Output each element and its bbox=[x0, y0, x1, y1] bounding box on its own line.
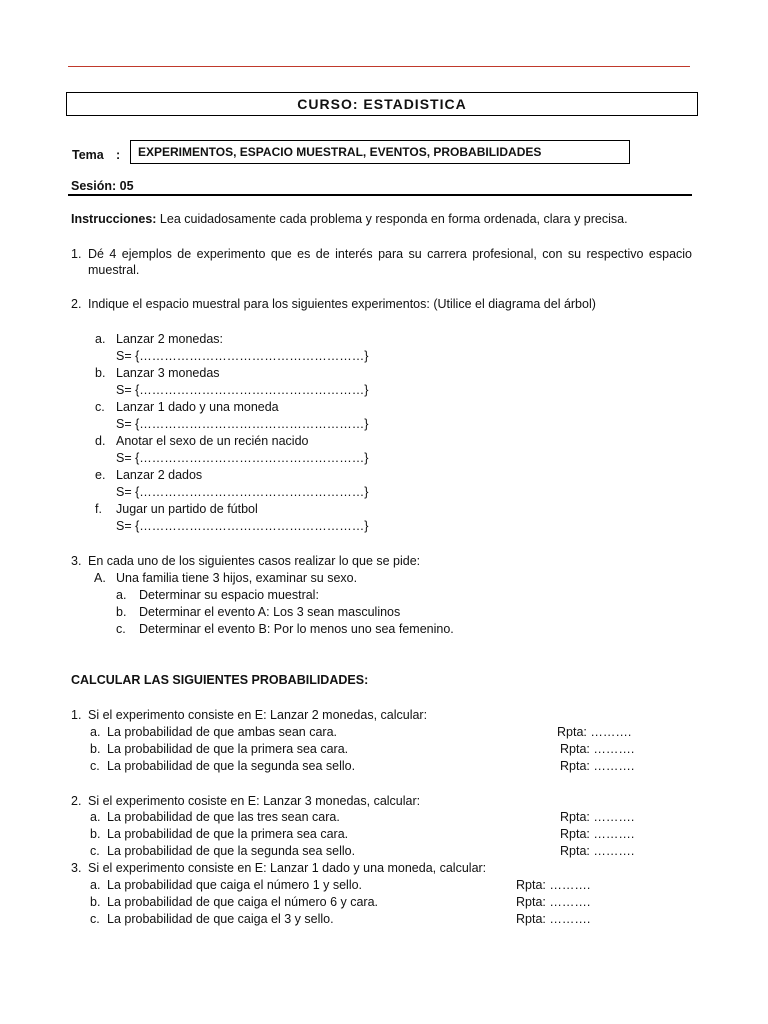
q2-item-answer: S= {………………………………………………} bbox=[116, 519, 369, 533]
q3-item-letter: b. bbox=[116, 605, 127, 619]
calc-item-letter: b. bbox=[90, 742, 101, 756]
calc-p2-text: Si el experimento cosiste en E: Lanzar 3 monedas, calcular: bbox=[88, 794, 421, 808]
q2-item-letter: c. bbox=[95, 400, 105, 414]
q3-item-text: Determinar el evento A: Los 3 sean masculinos bbox=[139, 605, 401, 619]
q3-item-letter: c. bbox=[116, 622, 126, 636]
q3-item-text: Determinar su espacio muestral: bbox=[139, 588, 319, 602]
calc-p1-number: 1. bbox=[71, 708, 82, 722]
q3-number: 3. bbox=[71, 554, 82, 568]
calc-p1-text: Si el experimento consiste en E: Lanzar 2 monedas, calcular: bbox=[88, 708, 428, 722]
instructions-text: Lea cuidadosamente cada problema y responda en forma ordenada, clara y precisa. bbox=[156, 212, 628, 226]
section-rule bbox=[68, 194, 692, 196]
q3-item-letter: a. bbox=[116, 588, 127, 602]
q2-item-answer: S= {………………………………………………} bbox=[116, 485, 369, 499]
calc-item-rpta: Rpta: ………. bbox=[560, 759, 635, 773]
calc-item-letter: a. bbox=[90, 878, 101, 892]
tema-value: EXPERIMENTOS, ESPACIO MUESTRAL, EVENTOS, PROBABILIDADES bbox=[138, 145, 542, 159]
calc-item-text: La probabilidad de que las tres sean cara. bbox=[107, 810, 340, 824]
calc-item-text: La probabilidad de que la primera sea cara. bbox=[107, 827, 349, 841]
calc-item-text: La probabilidad de que la segunda sea sello. bbox=[107, 759, 356, 773]
calc-item-text: La probabilidad de que caiga el 3 y sello. bbox=[107, 912, 334, 926]
calc-item-rpta: Rpta: ………. bbox=[516, 895, 591, 909]
q3-text: En cada uno de los siguientes casos realizar lo que se pide: bbox=[88, 554, 421, 568]
q2-number: 2. bbox=[71, 297, 82, 311]
q2-item-answer: S= {………………………………………………} bbox=[116, 451, 369, 465]
q2-item-text: Lanzar 1 dado y una moneda bbox=[116, 400, 279, 414]
tema-colon: : bbox=[116, 148, 121, 162]
q2-item-letter: b. bbox=[95, 366, 106, 380]
calc-item-letter: c. bbox=[90, 759, 100, 773]
q2-item-text: Lanzar 2 dados bbox=[116, 468, 203, 482]
calc-item-text: La probabilidad de que ambas sean cara. bbox=[107, 725, 338, 739]
calc-item-letter: b. bbox=[90, 895, 101, 909]
instructions-label: Instrucciones: bbox=[71, 212, 157, 226]
calc-item-rpta: Rpta: ………. bbox=[560, 742, 635, 756]
q1-number: 1. bbox=[71, 247, 82, 261]
calc-item-rpta: Rpta: ………. bbox=[557, 725, 632, 739]
calc-p3-text: Si el experimento consiste en E: Lanzar 1 dado y una moneda, calcular: bbox=[88, 861, 487, 875]
calc-item-letter: a. bbox=[90, 725, 101, 739]
q3-item-text: Determinar el evento B: Por lo menos uno sea femenino. bbox=[139, 622, 454, 636]
instructions bbox=[71, 212, 628, 226]
calc-item-rpta: Rpta: ………. bbox=[560, 844, 635, 858]
course-title-box bbox=[66, 92, 698, 116]
q2-item-answer: S= {………………………………………………} bbox=[116, 417, 369, 431]
q2-item-text: Anotar el sexo de un recién nacido bbox=[116, 434, 309, 448]
q2-item-letter: a. bbox=[95, 332, 106, 346]
course-title: CURSO: ESTADISTICA bbox=[297, 96, 467, 112]
q2-item-letter: f. bbox=[95, 502, 102, 516]
top-red-rule bbox=[68, 66, 690, 67]
tema-label: Tema bbox=[72, 148, 104, 162]
q2-item-text: Lanzar 2 monedas: bbox=[116, 332, 224, 346]
q3-sub-text: Una familia tiene 3 hijos, examinar su sexo. bbox=[116, 571, 358, 585]
q2-item-text: Jugar un partido de fútbol bbox=[116, 502, 258, 516]
q3-sub-letter: A. bbox=[94, 571, 106, 585]
calc-item-letter: a. bbox=[90, 810, 101, 824]
calc-item-rpta: Rpta: ………. bbox=[560, 827, 635, 841]
q2-item-letter: d. bbox=[95, 434, 106, 448]
calc-p2-number: 2. bbox=[71, 794, 82, 808]
calc-item-text: La probabilidad de que caiga el número 6 y cara. bbox=[107, 895, 379, 909]
q2-text: Indique el espacio muestral para los siguientes experimentos: (Utilice el diagrama del árbol) bbox=[88, 297, 596, 311]
calc-item-text: La probabilidad de que la segunda sea sello. bbox=[107, 844, 356, 858]
calc-item-letter: b. bbox=[90, 827, 101, 841]
q1-line2: muestral. bbox=[88, 263, 140, 277]
calc-item-letter: c. bbox=[90, 912, 100, 926]
q2-item-text: Lanzar 3 monedas bbox=[116, 366, 220, 380]
calc-item-text: La probabilidad que caiga el número 1 y sello. bbox=[107, 878, 363, 892]
q2-item-letter: e. bbox=[95, 468, 106, 482]
calc-p3-number: 3. bbox=[71, 861, 82, 875]
q2-item-answer: S= {………………………………………………} bbox=[116, 349, 369, 363]
q1-line1: Dé 4 ejemplos de experimento que es de interés para su carrera profesional, con su respectivo espacio bbox=[88, 247, 692, 261]
calc-heading: CALCULAR LAS SIGUIENTES PROBABILIDADES: bbox=[71, 673, 369, 687]
calc-item-rpta: Rpta: ………. bbox=[516, 878, 591, 892]
calc-item-rpta: Rpta: ………. bbox=[516, 912, 591, 926]
session-label: Sesión: 05 bbox=[71, 179, 134, 193]
q2-item-answer: S= {………………………………………………} bbox=[116, 383, 369, 397]
calc-item-letter: c. bbox=[90, 844, 100, 858]
calc-item-rpta: Rpta: ………. bbox=[560, 810, 635, 824]
calc-item-text: La probabilidad de que la primera sea cara. bbox=[107, 742, 349, 756]
tema-box bbox=[130, 140, 630, 164]
